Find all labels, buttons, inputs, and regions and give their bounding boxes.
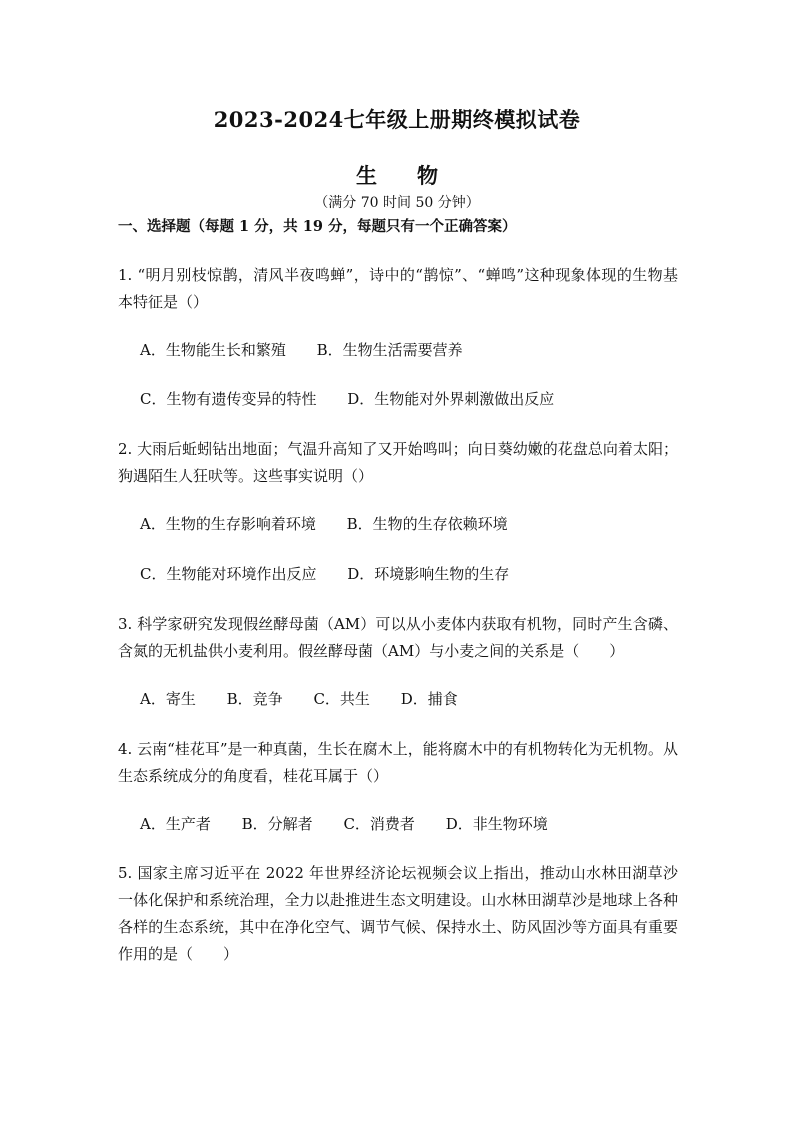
question-4-options <box>140 813 548 835</box>
question-3-option-c: C．共生 <box>313 690 370 708</box>
question-4-option-d: D．非生物环境 <box>445 815 548 833</box>
question-4-option-a: A．生产者 <box>140 815 211 833</box>
question-1-stem: 1. “明月别枝惊鹊，清风半夜鸣蝉”，诗中的“鹊惊”、“蝉鸣”这种现象体现的生物基本特征是（） <box>118 266 678 311</box>
question-1-option-d: D．生物能对外界刺激做出反应 <box>347 390 555 408</box>
question-3-options <box>140 688 458 710</box>
question-3-option-b: B．竞争 <box>226 690 283 708</box>
question-3-option-d: D．捕食 <box>400 690 458 708</box>
question-2-option-d: D．环境影响生物的生存 <box>347 565 510 583</box>
question-1-option-b: B．生物生活需要营养 <box>316 341 463 359</box>
question-1-option-a: A．生物能生长和繁殖 <box>140 341 286 359</box>
exam-title: 2023-2024七年级上册期终模拟试卷 <box>213 107 581 132</box>
question-2-stem: 2. 大雨后蚯蚓钻出地面；气温升高知了又开始鸣叫；向日葵幼嫩的花盘总向着太阳；狗遇陌生人狂吠等。这些事实说明（） <box>118 440 678 485</box>
question-4-option-b: B．分解者 <box>241 815 313 833</box>
question-2-options-row-1 <box>140 513 508 535</box>
section-heading-choice: 一、选择题（每题 1 分，共 19 分，每题只有一个正确答案） <box>118 218 517 235</box>
question-3-stem: 3. 科学家研究发现假丝酵母菌（AM）可以从小麦体内获取有机物，同时产生含磷、含氮的无机盐供小麦利用。假丝酵母菌（AM）与小麦之间的关系是（ ） <box>118 615 678 660</box>
question-2-options-row-2 <box>140 563 509 585</box>
question-1-options-row-1 <box>140 339 463 361</box>
question-4-stem: 4. 云南“桂花耳”是一种真菌，生长在腐木上，能将腐木中的有机物转化为无机物。从生态系统成分的角度看，桂花耳属于（） <box>118 740 678 785</box>
question-1-options-row-2 <box>140 388 554 410</box>
score-time-info: （满分 70 时间 50 分钟） <box>314 195 480 211</box>
question-1-option-c: C．生物有遗传变异的特性 <box>140 390 317 408</box>
question-2-option-a: A．生物的生存影响着环境 <box>140 515 316 533</box>
subject-title: 生物 <box>356 163 478 188</box>
question-2-option-b: B．生物的生存依赖环境 <box>346 515 508 533</box>
question-4-option-c: C．消费者 <box>343 815 415 833</box>
question-2-option-c: C．生物能对环境作出反应 <box>140 565 317 583</box>
question-3-option-a: A．寄生 <box>140 690 196 708</box>
question-5-stem: 5. 国家主席习近平在 2022 年世界经济论坛视频会议上指出，推动山水林田湖草沙一体化保护和系统治理，全力以赴推进生态文明建设。山水林田湖草沙是地球上各种各样的生态系统，其中在净化空气、调节气候、保持水土、防风固沙等方面具有重要作用的是（ ） <box>118 864 678 963</box>
